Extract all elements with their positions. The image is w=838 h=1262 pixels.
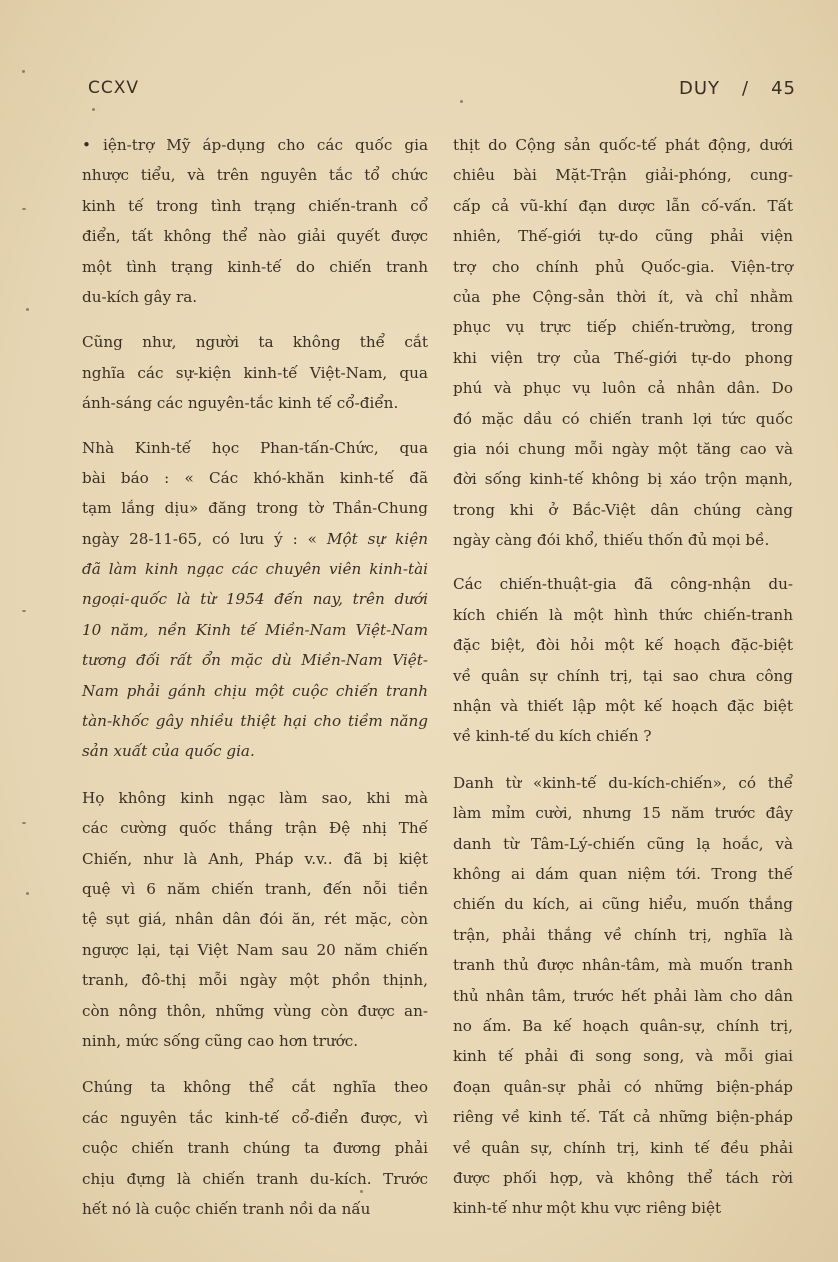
paragraph: [82, 1072, 428, 1224]
text-line: về quân sự, chính trị, kinh tế đều phải: [453, 1138, 793, 1157]
text-line: kinh-tế như một khu vực riêng biệt: [453, 1199, 722, 1218]
text-line: của phe Cộng-sản thời ít, và chỉ nhằm: [453, 287, 793, 306]
text-line: tạm lắng dịu» đăng trong tờ Thần-Chung: [82, 499, 428, 518]
text-line: kinh tế phải đi song song, và mỗi giai: [453, 1047, 793, 1066]
text-line: kích chiến là một hình thức chiến-tranh: [453, 605, 793, 624]
section-code: CCXV: [88, 78, 140, 98]
paper-speck: [92, 108, 95, 111]
text-line: • iện-trợ Mỹ áp-dụng cho các quốc gia: [82, 136, 428, 154]
text-line: no ấm. Ba kế hoạch quân-sự, chính trị,: [453, 1016, 793, 1035]
text-line: các cường quốc thắng trận Đệ nhị Thế: [82, 819, 428, 838]
text-line: chiêu bài Mặt-Trận giải-phóng, cung-: [453, 166, 793, 185]
text-line: Cũng như, người ta không thể cắt: [82, 333, 428, 352]
paper-speck: [22, 208, 26, 210]
text-line: tương đối rất ổn mặc dù Miền-Nam Việt-: [82, 651, 428, 670]
text-line: Nam phải gánh chịu một cuộc chiến tranh: [82, 681, 428, 700]
text-line: ngoại-quốc là từ 1954 đến nay, trên dưới: [82, 590, 428, 609]
text-line: đó mặc dầu có chiến tranh lợi tức quốc: [453, 409, 793, 428]
text-line: Chiến, như là Anh, Pháp v.v.. đã bị kiệt: [82, 849, 428, 868]
text-line: Danh từ «kinh-tế du-kích-chiến», có thể: [453, 773, 793, 792]
italic-text-span: Một sự kiện: [326, 529, 429, 548]
text-span: ngày 28-11-65, có lưu ý : «: [82, 529, 327, 548]
page-number: 45: [771, 78, 796, 99]
paper-speck: [22, 610, 26, 612]
text-line: phục vụ trực tiếp chiến-trường, trong: [453, 318, 793, 337]
text-line: đời sống kinh-tế không bị xáo trộn mạnh,: [453, 470, 793, 489]
text-line: bài báo : « Các khó-khăn kinh-tế đã: [82, 468, 428, 487]
paragraph: [82, 783, 428, 1057]
header-separator: /: [742, 78, 750, 99]
text-line: ngày càng đói khổ, thiếu thốn đủ mọi bề.: [453, 531, 770, 550]
running-header: [679, 78, 796, 99]
text-line: phú và phục vụ luôn cả nhân dân. Do: [453, 379, 793, 398]
text-line: riêng về kinh tế. Tất cả những biện-pháp: [453, 1108, 793, 1127]
paragraph: [82, 130, 428, 312]
text-line: Họ không kinh ngạc làm sao, khi mà: [82, 788, 428, 807]
text-line: về quân sự chính trị, tại sao chưa công: [453, 666, 793, 685]
text-line: tranh thủ được nhân-tâm, mà muốn tranh: [453, 956, 793, 975]
text-line: quệ vì 6 năm chiến tranh, đến nỗi tiền: [82, 879, 428, 898]
text-line: 10 năm, nền Kinh tế Miền-Nam Việt-Nam: [82, 620, 428, 639]
text-line: về kinh-tế du kích chiến ?: [453, 727, 652, 746]
text-line: nghĩa các sự-kiện kinh-tế Việt-Nam, qua: [82, 363, 428, 382]
text-line: chịu đựng là chiến tranh du-kích. Trước: [82, 1169, 428, 1188]
text-line: thịt do Cộng sản quốc-tế phát động, dưới: [453, 136, 793, 154]
text-line: kinh tế trong tình trạng chiến-tranh cổ: [82, 196, 428, 215]
text-line: trợ cho chính phủ Quốc-gia. Viện-trợ: [453, 257, 793, 276]
text-line: du-kích gây ra.: [82, 287, 198, 306]
running-title: DUY: [678, 78, 721, 99]
paragraph: [453, 130, 793, 555]
text-line: Các chiến-thuật-gia đã công-nhận du-: [453, 575, 793, 594]
text-line: trong khi ở Bắc-Việt dân chúng càng: [453, 500, 793, 519]
text-line: gia nói chung mỗi ngày một tăng cao và: [453, 439, 793, 458]
text-line: trận, phải thắng về chính trị, nghĩa là: [453, 925, 793, 944]
text-line: đặc biệt, đòi hỏi một kế hoạch đặc-biệt: [453, 636, 793, 655]
paper-speck: [26, 892, 29, 895]
text-line: thủ nhân tâm, trước hết phải làm cho dân: [453, 986, 793, 1005]
text-line: ánh-sáng các nguyên-tắc kinh tế cổ-điển.: [82, 394, 399, 413]
text-line: Chúng ta không thể cắt nghĩa theo: [82, 1078, 428, 1097]
paper-speck: [460, 100, 463, 103]
text-line: tranh, đô-thị mỗi ngày một phồn thịnh,: [82, 971, 428, 990]
text-line: được phối hợp, và không thể tách rời: [453, 1168, 793, 1187]
paper-speck: [22, 822, 26, 824]
text-line: danh từ Tâm-Lý-chiến cũng lạ hoắc, và: [453, 834, 793, 853]
text-line: nhận và thiết lập một kế hoạch đặc biệt: [453, 697, 793, 716]
text-line: không ai dám quan niệm tới. Trong thế: [453, 864, 793, 883]
paper-speck: [26, 308, 29, 311]
paragraph: [453, 768, 793, 1224]
text-line: làm mỉm cười, nhưng 15 năm trước đây: [453, 804, 793, 823]
text-line: cuộc chiến tranh chúng ta đương phải: [82, 1139, 428, 1158]
paragraph: [82, 327, 428, 418]
right-text-column: [453, 130, 793, 1224]
text-line: ninh, mức sống cũng cao hơn trước.: [82, 1031, 359, 1050]
text-line: khi viện trợ của Thế-giới tự-do phong: [453, 348, 793, 367]
paper-speck: [360, 1190, 363, 1193]
left-text-column: [82, 130, 428, 1224]
text-line: chiến du kích, ai cũng hiểu, muốn thắng: [453, 895, 793, 914]
text-line: Nhà Kinh-tế học Phan-tấn-Chức, qua: [82, 438, 428, 457]
text-line: [82, 524, 428, 554]
text-line: nhược tiểu, và trên nguyên tắc tổ chức: [82, 166, 428, 185]
text-line: còn nông thôn, những vùng còn được an-: [82, 1001, 428, 1020]
text-line: sản xuất của quốc gia.: [82, 742, 255, 761]
text-line: đã làm kinh ngạc các chuyên viên kinh-tài: [82, 560, 428, 579]
text-line: cấp cả vũ-khí đạn dược lẫn cố-vấn. Tất: [453, 196, 793, 215]
text-line: nhiên, Thế-giới tự-do cũng phải viện: [453, 227, 793, 246]
text-line: các nguyên tắc kinh-tế cổ-điển được, vì: [82, 1108, 428, 1127]
text-line: hết nó là cuộc chiến tranh nồi da nấu: [82, 1199, 371, 1218]
paragraph: [82, 433, 428, 767]
text-line: điển, tất không thể nào giải quyết được: [82, 227, 428, 246]
text-line: một tình trạng kinh-tế do chiến tranh: [82, 257, 428, 276]
text-line: ngược lại, tại Việt Nam sau 20 năm chiến: [82, 940, 428, 959]
text-line: tàn-khốc gây nhiều thiệt hại cho tiềm năng: [82, 712, 428, 731]
text-line: đoạn quân-sự phải có những biện-pháp: [453, 1077, 793, 1096]
paper-speck: [22, 70, 25, 73]
text-line: tệ sụt giá, nhân dân đói ăn, rét mặc, còn: [82, 910, 428, 929]
paragraph: [453, 569, 793, 751]
